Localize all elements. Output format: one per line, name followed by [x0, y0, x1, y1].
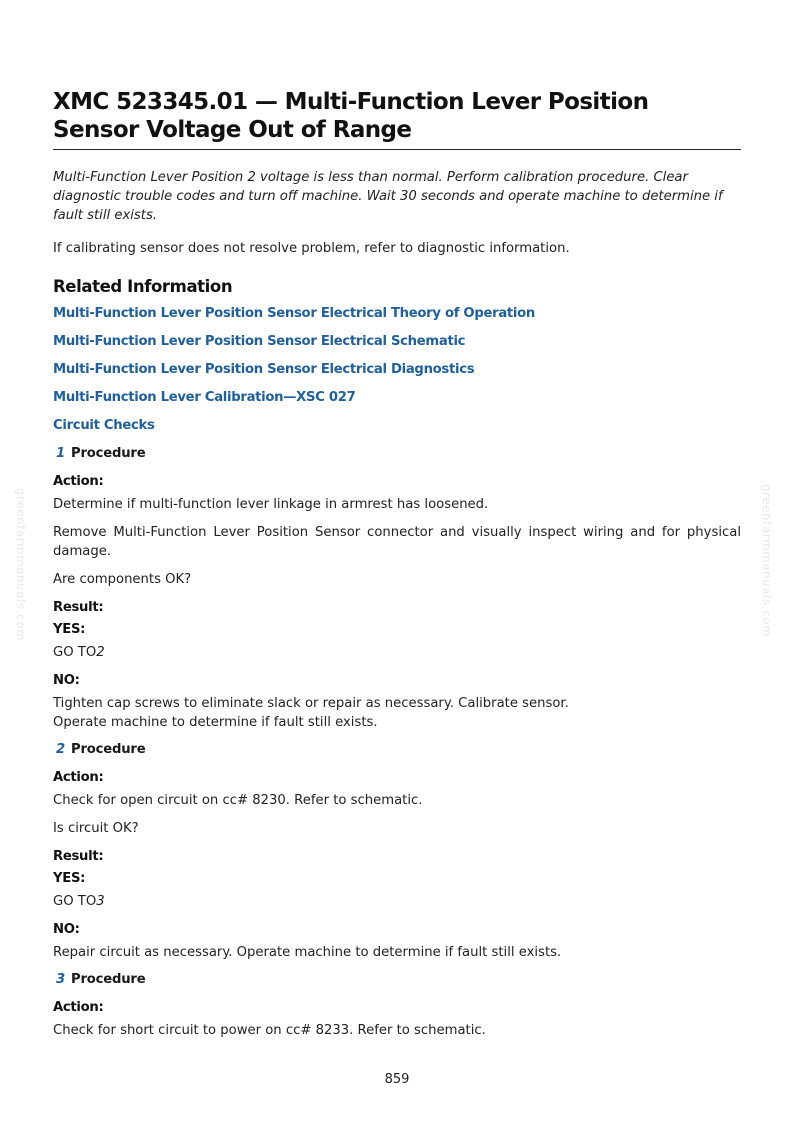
step-1-heading [53, 444, 741, 464]
page-title: XMC 523345.01 — Multi-Function Lever Position Sensor Voltage Out of Range [53, 88, 741, 150]
goto-step-2-link[interactable]: 2 [96, 645, 105, 660]
watermark-left: greenfarmmanuals.com [14, 488, 28, 642]
step-2-no-text-1: Repair circuit as necessary. Operate machine to determine if fault still exists. [53, 945, 562, 960]
step-1-no-text-1: Tighten cap screws to eliminate slack or repair as necessary. Calibrate sensor. [53, 696, 569, 711]
step-1-action-3: Are components OK? [53, 572, 192, 587]
step-number: 2 [56, 742, 65, 757]
watermark-right: greenfarmmanuals.com [760, 484, 774, 638]
no-label: NO: [53, 922, 80, 937]
step-1-yes-text: GO TO2 [53, 645, 105, 660]
action-label: Action: [53, 474, 104, 489]
link-circuit-checks[interactable]: Circuit Checks [53, 418, 155, 433]
link-theory-of-operation[interactable]: Multi-Function Lever Position Sensor Electrical Theory of Operation [53, 306, 535, 321]
step-2-heading [53, 740, 741, 760]
step-1-no-text-2: Operate machine to determine if fault still exists. [53, 715, 378, 730]
link-electrical-diagnostics[interactable]: Multi-Function Lever Position Sensor Electrical Diagnostics [53, 362, 475, 377]
document-page [53, 88, 741, 1040]
step-number: 1 [56, 446, 65, 461]
step-3-heading [53, 970, 741, 990]
step-label: Procedure [71, 446, 146, 461]
page-number: 859 [384, 1072, 410, 1087]
result-label: Result: [53, 849, 104, 864]
step-2-yes-text: GO TO3 [53, 894, 105, 909]
yes-label: YES: [53, 622, 86, 637]
link-calibration[interactable]: Multi-Function Lever Calibration—XSC 027 [53, 390, 356, 405]
step-label: Procedure [71, 742, 146, 757]
goto-step-3-link[interactable]: 3 [96, 894, 105, 909]
link-electrical-schematic[interactable]: Multi-Function Lever Position Sensor Electrical Schematic [53, 334, 466, 349]
step-number: 3 [56, 972, 65, 987]
action-label: Action: [53, 770, 104, 785]
related-heading: Related Information [53, 277, 233, 296]
no-label: NO: [53, 673, 80, 688]
step-1-action-1: Determine if multi-function lever linkage in armrest has loosened. [53, 497, 489, 512]
step-1-action-2: Remove Multi-Function Lever Position Sensor connector and visually inspect wiring and for physical damage. [53, 525, 741, 559]
note-text: If calibrating sensor does not resolve problem, refer to diagnostic information. [53, 241, 570, 256]
action-label: Action: [53, 1000, 104, 1015]
yes-label: YES: [53, 871, 86, 886]
step-label: Procedure [71, 972, 146, 987]
step-2-action-1: Check for open circuit on cc# 8230. Refer to schematic. [53, 793, 423, 808]
step-2-action-2: Is circuit OK? [53, 821, 139, 836]
result-label: Result: [53, 600, 104, 615]
intro-text: Multi-Function Lever Position 2 voltage is less than normal. Perform calibration procedure. Clear diagnostic trouble codes and turn off machine. Wait 30 seconds and operate machine to determine if fault still exists. [53, 170, 723, 223]
step-3-action-1: Check for short circuit to power on cc# 8233. Refer to schematic. [53, 1023, 486, 1038]
